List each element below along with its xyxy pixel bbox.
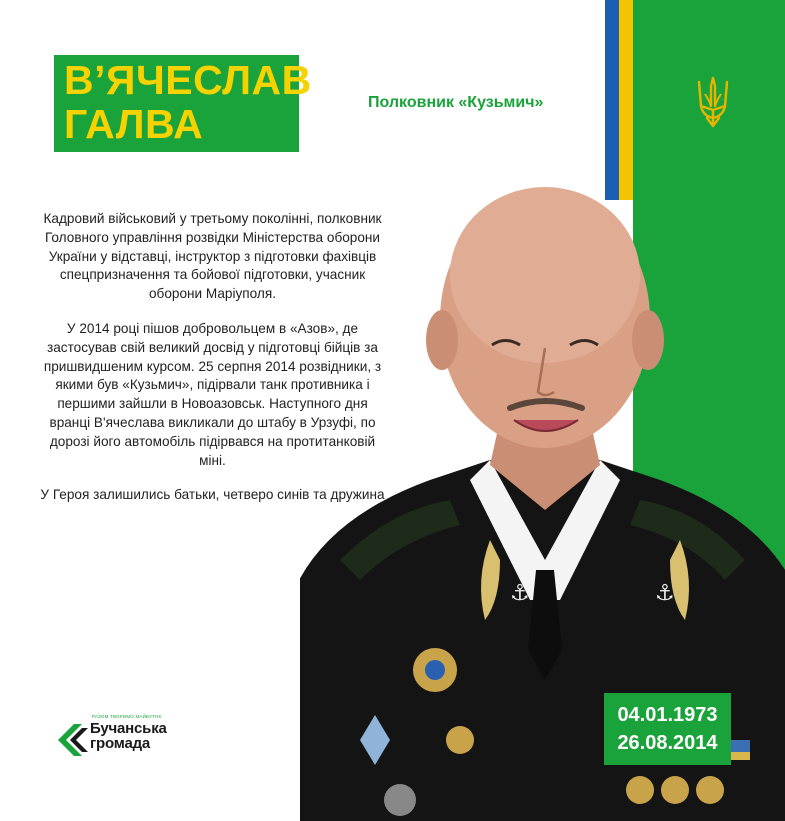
logo-name xyxy=(90,721,167,751)
birth-date: 04.01.1973 xyxy=(617,704,718,726)
last-name: ГАЛВА xyxy=(64,101,204,147)
rank-callsign: Полковник «Кузьмич» xyxy=(368,94,544,111)
life-dates xyxy=(604,693,731,765)
name-plate xyxy=(54,55,312,152)
flag-stripe-blue xyxy=(605,0,619,200)
first-name: В’ЯЧЕСЛАВ xyxy=(64,57,312,103)
svg-text:⚓: ⚓ xyxy=(655,581,675,606)
svg-text:⚓: ⚓ xyxy=(510,581,530,606)
trident-icon xyxy=(693,76,733,130)
logo-name-line2: громада xyxy=(90,735,151,752)
bio-paragraph-3: У Героя залишились батьки, четверо синів та дружина xyxy=(40,487,385,503)
bio-paragraph-2: У 2014 році пішов добровольцем в «Азов», де застосував свій великий досвід у підготовці бійців за пришвидшеним курсом. 25 серпня 2014 розвідники, з якими був «Кузьмич», підірвали танк противника і першими зайшли в Новоазовськ. Наступного дня вранці В'ячеслава викликали до штабу в Урзуфі, по дорозі його автомобіль підірвався на протитанковій міні. xyxy=(43,320,382,468)
bio-paragraph-1: Кадровий військовий у третьому поколінні, полковник Головного управління розвідки Міністерства оборони України у відставці, інструктор з підготовки фахівців спецпризначення та бойової підготовки, учасник оборони Маріуполя. xyxy=(43,211,382,302)
logo-tagline: РАЗОМ ТВОРИМО МАЙБУТНЄ xyxy=(92,714,162,719)
flag-stripe-yellow xyxy=(619,0,633,200)
community-logo xyxy=(56,714,206,774)
logo-name-line1: Бучанська xyxy=(90,720,167,737)
community-logo-icon xyxy=(56,716,90,764)
death-date: 26.08.2014 xyxy=(617,732,718,754)
